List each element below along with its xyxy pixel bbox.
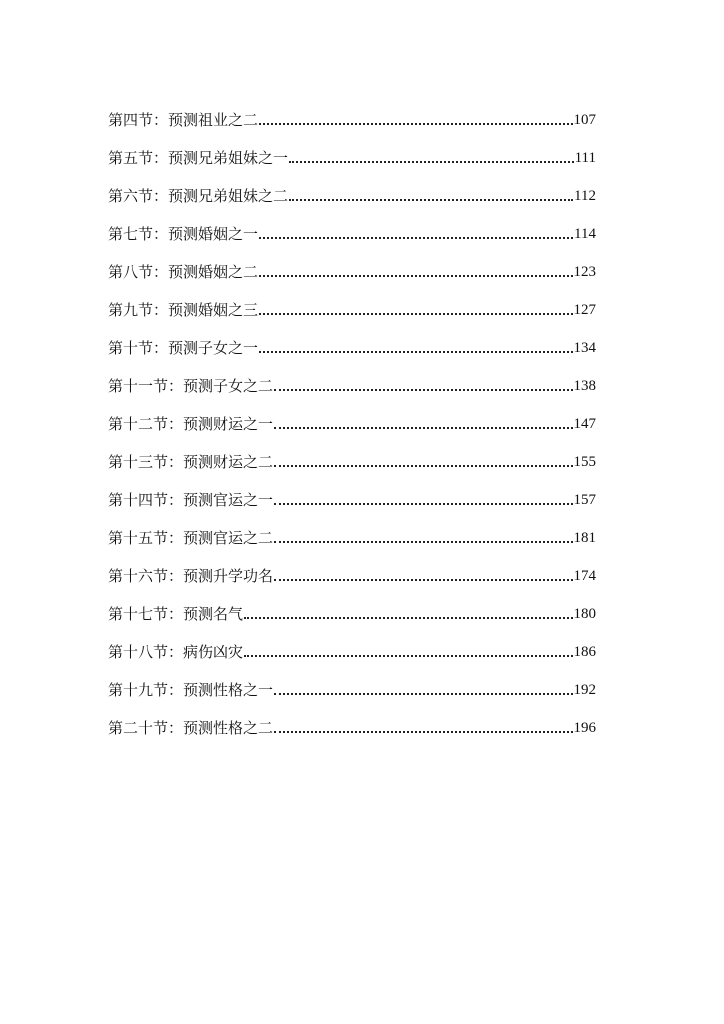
toc-entry[interactable] bbox=[108, 662, 596, 700]
toc-entry[interactable] bbox=[108, 434, 596, 472]
toc-entry-page: 181 bbox=[573, 530, 596, 546]
toc-entry[interactable] bbox=[108, 624, 596, 662]
toc-entry[interactable] bbox=[108, 168, 596, 206]
toc-entry-page: 111 bbox=[574, 150, 596, 166]
toc-entry-title: 第十节：预测子女之一 bbox=[108, 339, 259, 357]
dot-leader bbox=[274, 693, 572, 695]
toc-entry-page: 114 bbox=[574, 226, 596, 242]
toc-entry-page: 174 bbox=[573, 568, 596, 584]
dot-leader bbox=[274, 541, 572, 543]
toc-entry-page: 123 bbox=[573, 264, 596, 280]
toc-entry-title: 第八节：预测婚姻之二 bbox=[108, 263, 259, 281]
dot-leader bbox=[274, 465, 572, 467]
toc-entry-title: 第十一节：预测子女之二 bbox=[108, 377, 274, 395]
toc-entry-page: 138 bbox=[573, 378, 596, 394]
dot-leader bbox=[274, 503, 572, 505]
toc-entry-title: 第六节：预测兄弟姐妹之二 bbox=[108, 187, 289, 205]
toc-entry[interactable] bbox=[108, 206, 596, 244]
toc-entry-title: 第十九节：预测性格之一 bbox=[108, 681, 274, 699]
table-of-contents bbox=[108, 92, 596, 738]
toc-entry-page: 147 bbox=[573, 416, 596, 432]
toc-entry-page: 127 bbox=[573, 302, 596, 318]
toc-entry-title: 第十六节：预测升学功名 bbox=[108, 567, 274, 585]
toc-entry-title: 第二十节：预测性格之二 bbox=[108, 719, 274, 737]
toc-entry[interactable] bbox=[108, 586, 596, 624]
toc-entry-page: 112 bbox=[574, 188, 596, 204]
dot-leader bbox=[289, 199, 573, 201]
toc-entry[interactable] bbox=[108, 320, 596, 358]
toc-entry-title: 第十五节：预测官运之二 bbox=[108, 529, 274, 547]
toc-entry-page: 134 bbox=[573, 340, 596, 356]
toc-entry-page: 107 bbox=[573, 112, 596, 128]
toc-entry-page: 192 bbox=[573, 682, 596, 698]
toc-entry-title: 第七节：预测婚姻之一 bbox=[108, 225, 259, 243]
toc-entry[interactable] bbox=[108, 92, 596, 130]
dot-leader bbox=[274, 427, 572, 429]
toc-entry[interactable] bbox=[108, 282, 596, 320]
toc-entry-title: 第十二节：预测财运之一 bbox=[108, 415, 274, 433]
toc-entry-title: 第十八节：病伤凶灾 bbox=[108, 643, 244, 661]
dot-leader bbox=[259, 275, 572, 277]
dot-leader bbox=[259, 351, 572, 353]
toc-entry-title: 第四节：预测祖业之二 bbox=[108, 111, 259, 129]
dot-leader bbox=[244, 655, 572, 657]
dot-leader bbox=[244, 617, 572, 619]
toc-entry[interactable] bbox=[108, 548, 596, 586]
toc-entry-page: 157 bbox=[573, 492, 596, 508]
toc-entry-page: 186 bbox=[573, 644, 596, 660]
toc-entry[interactable] bbox=[108, 472, 596, 510]
dot-leader bbox=[259, 123, 572, 125]
toc-entry[interactable] bbox=[108, 700, 596, 738]
toc-entry[interactable] bbox=[108, 396, 596, 434]
dot-leader bbox=[259, 313, 572, 315]
dot-leader bbox=[274, 579, 572, 581]
toc-entry-title: 第十三节：预测财运之二 bbox=[108, 453, 274, 471]
dot-leader bbox=[274, 731, 572, 733]
toc-entry[interactable] bbox=[108, 130, 596, 168]
toc-entry[interactable] bbox=[108, 244, 596, 282]
toc-entry-title: 第十七节：预测名气 bbox=[108, 605, 244, 623]
toc-entry-title: 第九节：预测婚姻之三 bbox=[108, 301, 259, 319]
toc-entry-title: 第五节：预测兄弟姐妹之一 bbox=[108, 149, 289, 167]
toc-entry-title: 第十四节：预测官运之一 bbox=[108, 491, 274, 509]
toc-entry-page: 155 bbox=[573, 454, 596, 470]
toc-entry-page: 180 bbox=[573, 606, 596, 622]
dot-leader bbox=[289, 161, 574, 163]
dot-leader bbox=[274, 389, 572, 391]
toc-entry[interactable] bbox=[108, 358, 596, 396]
dot-leader bbox=[259, 237, 573, 239]
toc-entry[interactable] bbox=[108, 510, 596, 548]
toc-entry-page: 196 bbox=[573, 720, 596, 736]
